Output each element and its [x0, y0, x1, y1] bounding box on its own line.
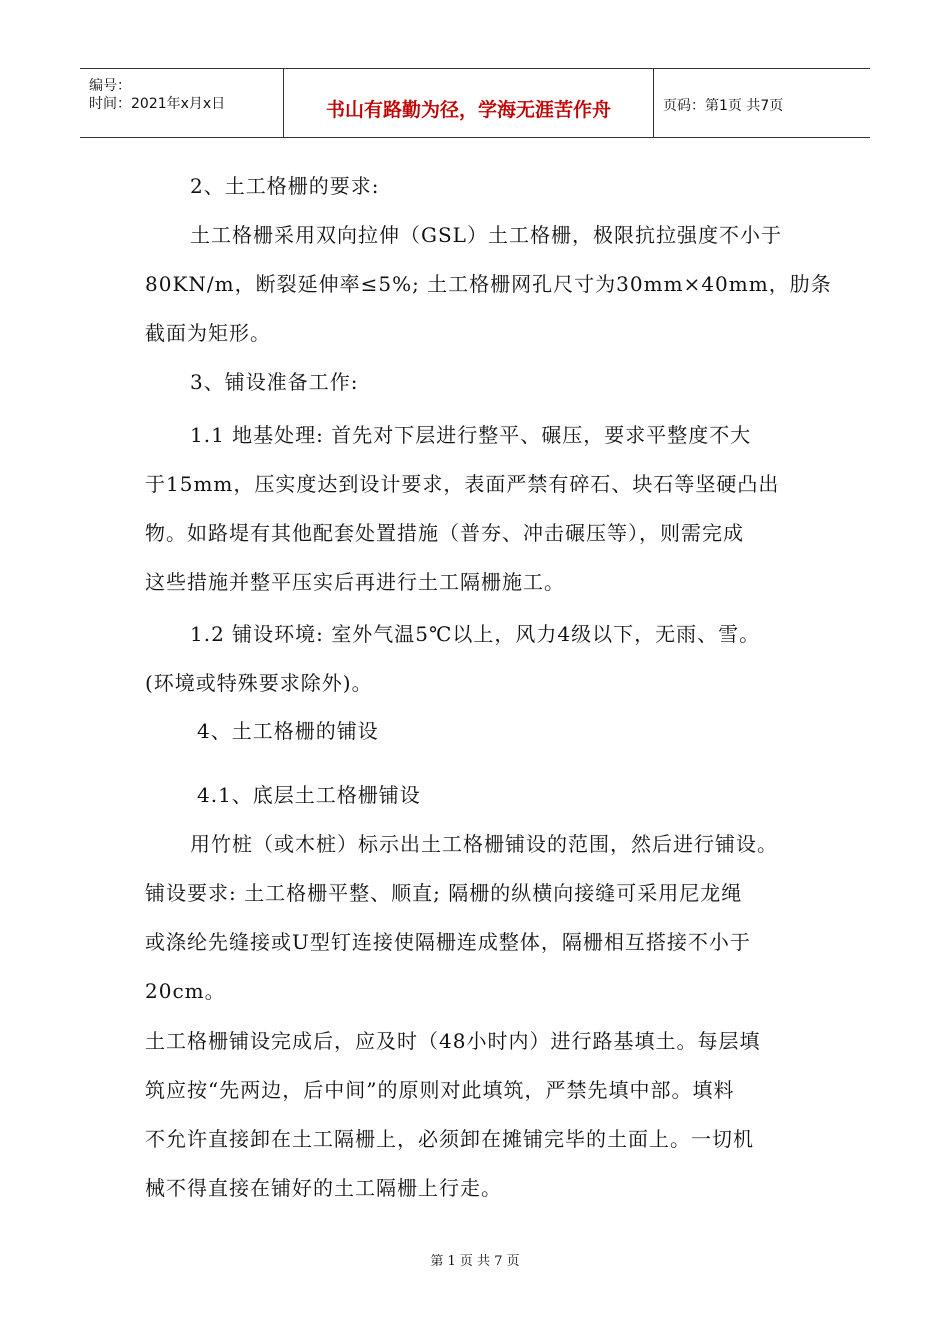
paragraph-line: 截面为矩形。	[145, 321, 271, 345]
document-header	[80, 68, 870, 138]
paragraph-line: 1.2 铺设环境: 室外气温5℃以上，风力4级以下，无雨、雪。	[190, 622, 761, 646]
paragraph-line: 80KN/m，断裂延伸率≤5%; 土工格栅网孔尺寸为30mm×40mm，肋条	[145, 272, 832, 296]
motto-text: 书山有路勤为径，学海无涯苦作舟	[325, 99, 611, 121]
paragraph-line: 这些措施并整平压实后再进行土工隔栅施工。	[145, 570, 565, 594]
paragraph-line: 土工格栅铺设完成后，应及时（48小时内）进行路基填土。每层填	[145, 1029, 761, 1053]
header-info-cell	[80, 69, 284, 137]
document-date-label: 时间：2021年x月x日	[89, 96, 226, 112]
heading-preparation: 3、铺设准备工作:	[190, 370, 359, 394]
paragraph-line: 械不得直接在铺好的土工隔栅上行走。	[145, 1176, 502, 1200]
paragraph-line: 20cm。	[145, 979, 226, 1003]
document-number-label: 编号：	[89, 78, 131, 94]
paragraph-line: 铺设要求: 土工格栅平整、顺直; 隔栅的纵横向接缝可采用尼龙绳	[145, 881, 743, 905]
paragraph-line: 或涤纶先缝接或U型钉连接使隔栅连成整体，隔栅相互搭接不小于	[145, 930, 751, 954]
paragraph-line: 用竹桩（或木桩）标示出土工格栅铺设的范围，然后进行铺设。	[190, 832, 778, 856]
heading-bottom-layer: 4.1、底层土工格栅铺设	[197, 783, 421, 807]
paragraph-line: 不允许直接卸在土工隔栅上，必须卸在摊铺完毕的土面上。一切机	[145, 1127, 754, 1151]
paragraph-line: 土工格栅采用双向拉伸（GSL）土工格栅，极限抗拉强度不小于	[190, 223, 782, 247]
heading-requirements: 2、土工格栅的要求:	[190, 174, 380, 198]
header-motto-cell	[284, 69, 654, 137]
footer-page-number: 第 1 页 共 7 页	[430, 1254, 520, 1269]
heading-laying: 4、土工格栅的铺设	[197, 719, 379, 743]
paragraph-line: 于15mm，压实度达到设计要求，表面严禁有碎石、块石等坚硬凸出	[145, 472, 780, 496]
paragraph-line: 筑应按“先两边，后中间”的原则对此填筑，严禁先填中部。填料	[145, 1078, 735, 1102]
paragraph-line: 物。如路堤有其他配套处置措施（普夯、冲击碾压等），则需完成	[145, 521, 744, 545]
header-page-cell	[654, 69, 870, 137]
paragraph-line: (环境或特殊要求除外)。	[145, 671, 373, 695]
paragraph-line: 1.1 地基处理: 首先对下层进行整平、碾压，要求平整度不大	[190, 423, 752, 447]
header-page-number: 页码：第1页 共7页	[663, 98, 784, 114]
